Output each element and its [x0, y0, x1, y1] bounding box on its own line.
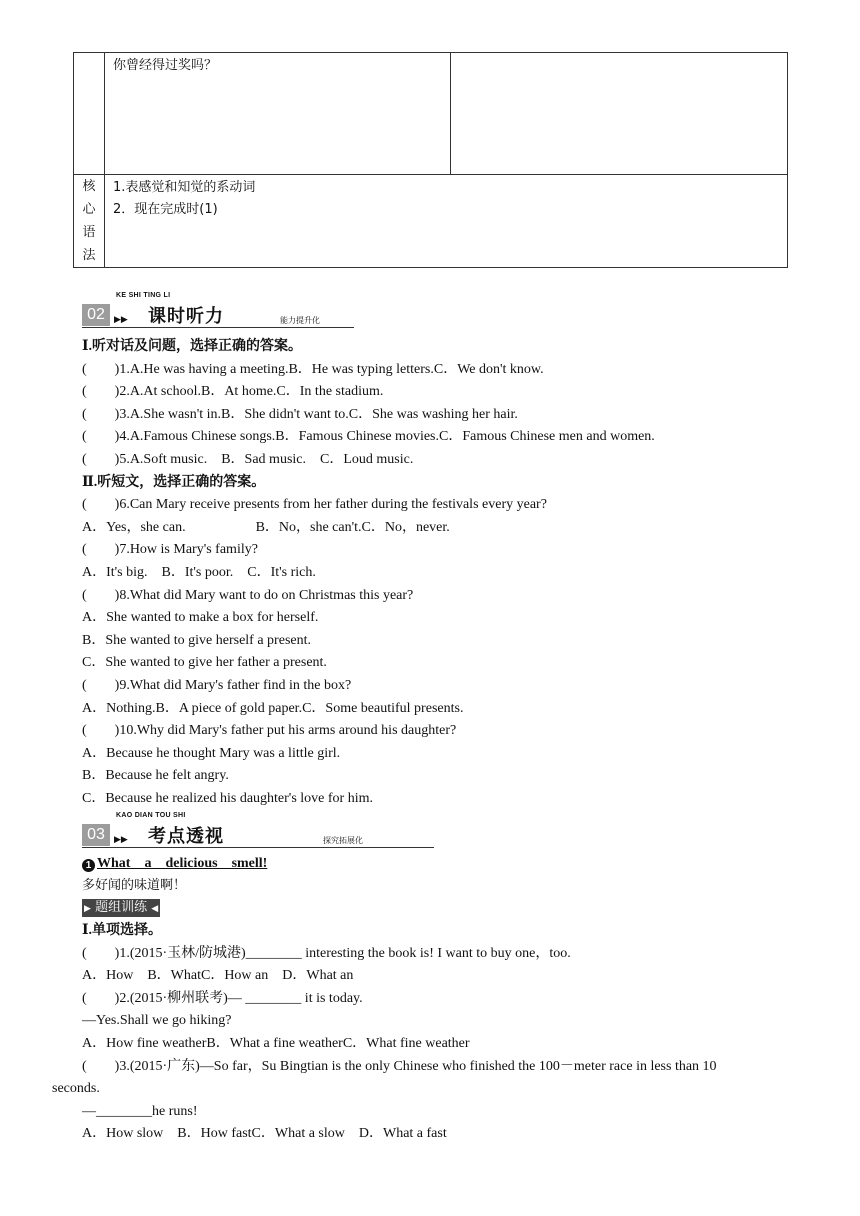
section-heading: Ⅱ.听短文，选择正确的答案。	[82, 474, 266, 490]
grammar-label-char: 心	[82, 202, 96, 217]
question-line: A．It's big. B．It's poor. C．It's rich.	[82, 565, 316, 580]
question-line: seconds.	[52, 1081, 100, 1096]
question-line: ( )1.(2015·玉林/防城港)________ interesting the book is! I want to buy one，too.	[82, 945, 571, 961]
grammar-label-char: 语	[82, 225, 96, 240]
question-line: A．Nothing.B．A piece of gold paper.C．Some beautiful presents.	[82, 700, 464, 716]
point-number: 1	[82, 859, 95, 872]
right-triangle-icon: ▶	[84, 904, 91, 914]
section-heading: Ⅰ.听对话及问题，选择正确的答案。	[82, 339, 303, 354]
point-heading-text: What a delicious smell!	[97, 856, 268, 871]
double-arrow-icon: ▶▶	[114, 314, 128, 324]
double-arrow-icon: ▶▶	[114, 834, 128, 844]
practice-tag-label: 题组训练	[95, 900, 148, 915]
question-line: A．She wanted to make a box for herself.	[82, 610, 319, 626]
question-line: A．Because he thought Mary was a little girl.	[82, 745, 341, 761]
section-title: 考点透视	[148, 826, 224, 847]
section-pinyin: KE SHI TING LI	[116, 292, 171, 299]
question-line: C．Because he realized his daughter's love for him.	[82, 791, 373, 806]
question-line: ( )10.Why did Mary's father put his arms around his daughter?	[82, 723, 457, 739]
question-line: ( )3.(2015·广东)—So far，Su Bingtian is the only Chinese who finished the 100－meter race in less than 10	[82, 1059, 717, 1074]
section-heading: Ⅰ.单项选择。	[82, 923, 163, 938]
section-number: 03	[82, 824, 110, 846]
grammar-label-char: 核	[82, 179, 96, 194]
question-line: ( )2.A.At school.B．At home.C．In the stadium.	[82, 384, 384, 400]
question-line: C．She wanted to give her father a present.	[82, 655, 327, 671]
question-line: ( )5.A.Soft music. B．Sad music. C．Loud music.	[82, 452, 414, 467]
point-translation: 多好闻的味道啊！	[82, 878, 187, 893]
grammar-item: 1.表感觉和知觉的系动词	[113, 180, 256, 195]
table-cell	[105, 53, 451, 175]
grammar-label	[74, 175, 105, 268]
section-banner-exam-points	[82, 812, 434, 848]
award-question: 你曾经得过奖吗？	[113, 58, 218, 73]
question-line: ( )4.A.Famous Chinese songs.B．Famous Chinese movies.C．Famous Chinese men and women.	[82, 429, 655, 445]
left-triangle-icon: ◀	[151, 904, 159, 914]
question-line: ( )8.What did Mary want to do on Christmas this year?	[82, 587, 414, 603]
table-cell	[74, 53, 105, 175]
question-line: B．She wanted to give herself a present.	[82, 632, 311, 648]
section-pinyin: KAO DIAN TOU SHI	[116, 812, 186, 819]
grammar-item: 2．现在完成时(1)	[113, 202, 218, 217]
table-row	[74, 53, 788, 175]
section-banner-listening	[82, 292, 354, 328]
question-line: ( )6.Can Mary receive presents from her father during the festivals every year?	[82, 497, 547, 513]
question-line: A．How fine weatherB．What a fine weatherC．What fine weather	[82, 1036, 470, 1051]
table-cell	[451, 53, 788, 175]
question-line: ( )3.A.She wasn't in.B．She didn't want to.C．She was washing her hair.	[82, 406, 518, 422]
question-line: —________he runs!	[82, 1104, 198, 1119]
divider	[82, 327, 354, 328]
section-number: 02	[82, 304, 110, 326]
section-subtitle: 能力提升化	[280, 316, 320, 325]
section-title: 课时听力	[148, 306, 224, 327]
question-line: A．How slow B．How fastC．What a slow D．What a fast	[82, 1126, 447, 1141]
practice-tag	[82, 899, 160, 917]
question-line: A．How B．WhatC．How an D．What an	[82, 968, 354, 984]
vocab-grammar-table	[73, 52, 788, 268]
table-row	[74, 175, 788, 268]
grammar-label-char: 法	[82, 248, 96, 263]
question-line: ( )2.(2015·柳州联考)— ________ it is today.	[82, 990, 363, 1006]
table-cell	[105, 175, 788, 268]
question-line: ( )7.How is Mary's family?	[82, 542, 258, 558]
question-line: ( )9.What did Mary's father find in the box?	[82, 678, 352, 693]
section-subtitle: 探究拓展化	[323, 836, 363, 845]
question-line: A．Yes，she can. B．No，she can't.C．No，never.	[82, 519, 450, 535]
question-line: ( )1.A.He was having a meeting.B．He was typing letters.C．We don't know.	[82, 361, 544, 377]
divider	[82, 847, 434, 848]
question-line: B．Because he felt angry.	[82, 768, 229, 784]
point-heading	[82, 855, 267, 873]
question-line: —Yes.Shall we go hiking?	[82, 1013, 232, 1029]
